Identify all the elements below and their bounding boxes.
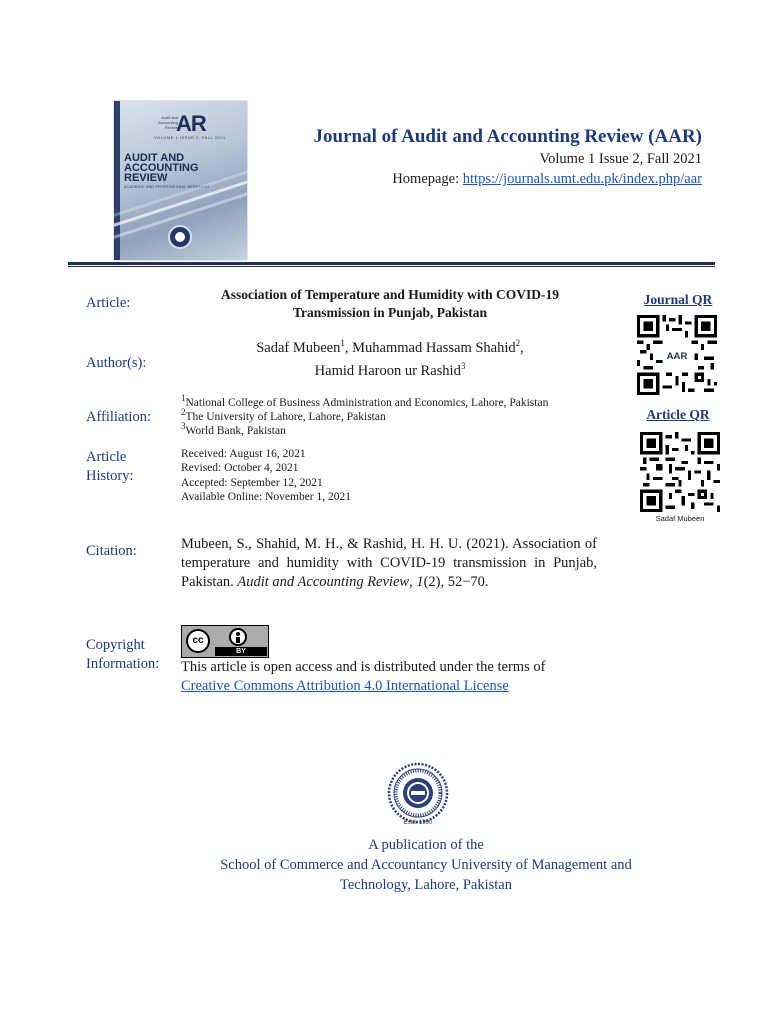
journal-qr-center-logo: AAR — [666, 350, 688, 362]
publication-line2: School of Commerce and Accountancy University of Management and — [220, 857, 632, 873]
author-name: Hamid Haroon ur Rashid — [314, 362, 461, 379]
publication-line1: A publication of the — [368, 837, 484, 853]
cover-logo: AR — [176, 111, 206, 136]
header-divider-thin — [68, 266, 715, 267]
author-name: Sadaf Mubeen — [256, 339, 341, 356]
article-qr-code[interactable] — [640, 432, 720, 512]
article-label: Article: — [86, 295, 131, 311]
license-text — [181, 658, 597, 696]
affiliation-label: Affiliation: — [86, 409, 151, 425]
citation-issue-pages: (2), 52−70. — [423, 574, 489, 590]
license-link[interactable]: Creative Commons Attribution 4.0 International License — [181, 678, 509, 694]
publication-line3: Technology, Lahore, Pakistan — [340, 877, 512, 893]
cover-volume-text: VOLUME 1 ISSUE 2, FALL 2021 — [154, 135, 226, 140]
copyright-label-line2: Information: — [86, 656, 160, 672]
article-qr-caption: Sadaf Mubeen — [655, 514, 705, 523]
author-list: Sadaf Mubeen$^1$, Muhammad Hassam Shahid$^2$, Hamid Haroon ur Rashid$^3$ — [256, 338, 524, 379]
article-title-line2: Transmission in Punjab, Pakistan — [292, 305, 488, 320]
history-label — [86, 448, 134, 486]
cover-small-title: Audit and Accounting Review — [158, 115, 178, 130]
affiliation-item: $^2$The University of Lahore, Lahore, Pakistan — [181, 407, 386, 423]
history-accepted: Accepted: September 12, 2021 — [181, 477, 323, 489]
homepage-label: Homepage: — [392, 171, 463, 187]
article-title-line1: Association of Temperature and Humidity with COVID-19 — [220, 287, 560, 302]
citation-main: Mubeen, S., Shahid, M. H., & Rashid, H. H. U. (2021). Association of temperature and humidity with COVID-19 transmission in Punjab, Pakistan. — [181, 536, 597, 590]
article-title — [180, 286, 600, 322]
cc-by-badge[interactable] — [181, 625, 269, 658]
journal-cover-image — [114, 101, 247, 260]
copyright-label-line1: Copyright — [86, 637, 145, 653]
estd-text: Estd. 1990 — [403, 820, 433, 826]
journal-title: Journal of Audit and Accounting Review (AAR) — [313, 126, 702, 147]
cover-title: AUDIT AND ACCOUNTING REVIEW — [124, 152, 199, 184]
volume-info: Volume 1 Issue 2, Fall 2021 — [539, 151, 702, 167]
history-online: Available Online: November 1, 2021 — [181, 491, 352, 503]
attribution-person-icon — [229, 628, 247, 646]
affiliation-item: $^1$National College of Business Administration and Economics, Lahore, Pakistan — [181, 393, 549, 409]
article-qr-title[interactable]: Article QR — [646, 407, 710, 422]
cover-subtitle: ACADEMIC AND PROFESSIONAL RESEARCH — [124, 185, 210, 189]
author-superscript: 3 — [460, 360, 466, 371]
citation-volume: 1 — [416, 574, 424, 590]
history-revised: Revised: October 4, 2021 — [181, 462, 299, 474]
history-received: Received: August 16, 2021 — [181, 448, 306, 460]
journal-qr-code[interactable] — [637, 315, 717, 395]
citation-text: Mubeen, S., Shahid, M. H., & Rashid, H. H. U. (2021). Association of temperature and humidity with COVID-19 transmission in Punjab, Pakistan. Audit and Accounting Review, 1(2), 52−70. — [181, 536, 597, 590]
author-name: Muhammad Hassam Shahid — [352, 339, 516, 356]
homepage-link[interactable]: https://journals.umt.edu.pk/index.php/aar — [462, 171, 702, 187]
homepage-line — [392, 171, 702, 188]
history-label-line1: Article — [86, 449, 127, 465]
umt-seal-icon — [387, 762, 449, 824]
copyright-label — [86, 636, 159, 674]
citation-journal: Audit and Accounting Review — [237, 574, 410, 590]
citation-label: Citation: — [86, 543, 137, 559]
authors-label: Author(s): — [86, 355, 147, 371]
license-statement: This article is open access and is distributed under the terms of — [181, 659, 546, 675]
by-label: BY — [215, 647, 267, 656]
author-superscript: 1 — [340, 338, 345, 348]
cc-icon: cc — [186, 629, 210, 653]
header-divider — [68, 262, 715, 265]
author-superscript: 2 — [515, 338, 521, 348]
cover-seal-icon — [168, 225, 192, 249]
journal-qr-title[interactable]: Journal QR — [643, 292, 713, 307]
history-label-line2: History: — [86, 468, 134, 484]
affiliation-item: $^3$World Bank, Pakistan — [181, 421, 286, 437]
